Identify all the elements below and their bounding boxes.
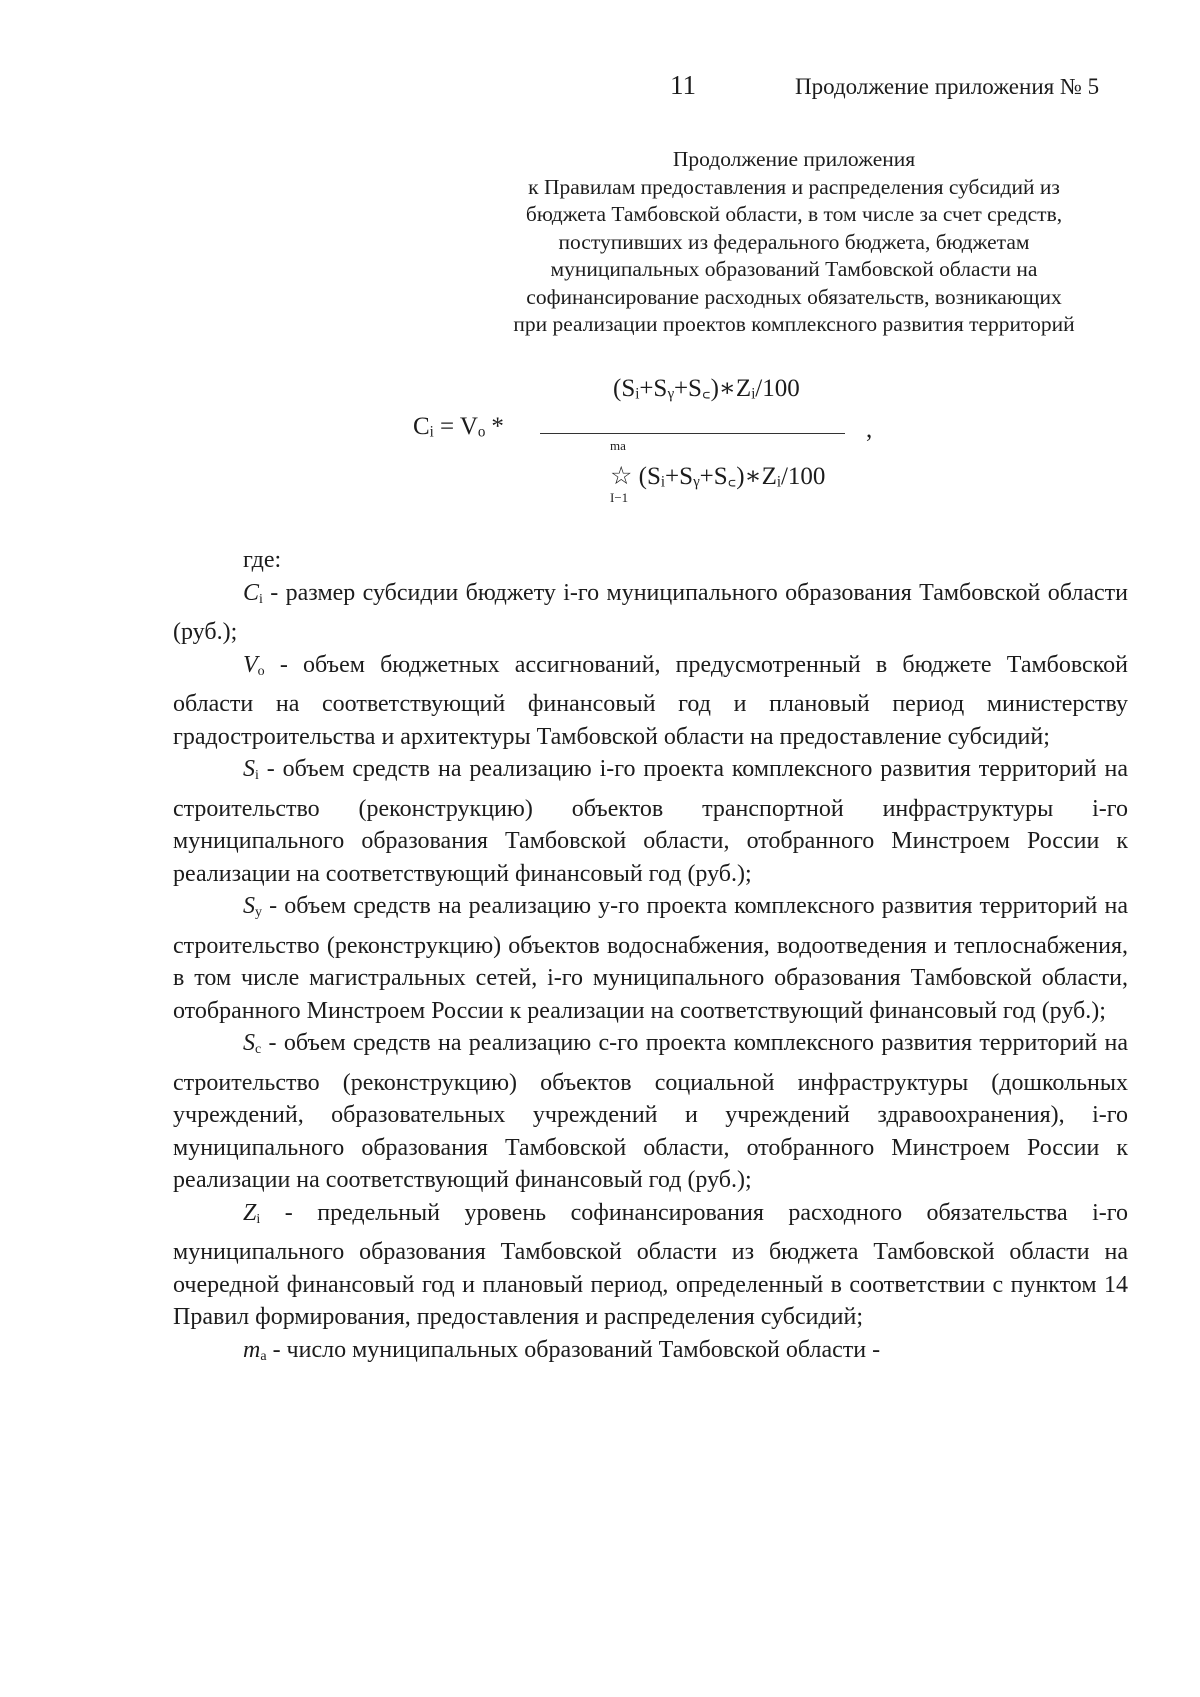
appendix-heading-line: бюджета Тамбовской области, в том числе за счет средств, xyxy=(525,202,1063,226)
appendix-heading-line: софинансирование расходных обязательств, возникающих xyxy=(526,284,1062,309)
definition-item xyxy=(173,1197,1128,1334)
symbol-subscript: i xyxy=(255,768,259,783)
symbol: S xyxy=(243,756,255,782)
symbol-subscript: i xyxy=(256,1211,261,1227)
appendix-heading-line: к Правилам предоставления и распределения субсидий из xyxy=(528,174,1060,199)
symbol: S xyxy=(243,893,255,919)
definition-item xyxy=(173,890,1128,1027)
definition-text: - объем бюджетных ассигнований, предусмотренный в бюджете Тамбовской области на соответствующий финансовый год и плановый период министерству градостроительства и архитектуры Тамбовской области на предоставление субсидий; xyxy=(173,651,1128,750)
definition-item xyxy=(173,649,1128,754)
symbol-subscript: i xyxy=(259,591,263,607)
symbol: S xyxy=(243,1030,255,1056)
sum-upper-limit: ma xyxy=(610,438,626,453)
definition-text: - объем средств на реализацию с-го проекта комплексного развития территорий на строительство (реконструкцию) объектов социальной инфраструктуры (дошкольных учреждений, образовательных учреждений и учреждений здравоохранения), i-го муниципального образования Тамбовской области, отобранного Минстроем России к реализации на соответствующий финансовый год (руб.); xyxy=(173,1030,1128,1193)
continuation-header: Продолжение приложения № 5 xyxy=(795,74,1100,99)
appendix-heading-line: муниципальных образований Тамбовской области на xyxy=(550,257,1038,281)
symbol-subscript: a xyxy=(260,1348,267,1364)
formula-lhs: Cᵢ = Vₒ * xyxy=(413,413,504,440)
symbol-subscript: o xyxy=(257,663,265,679)
formula-comma: , xyxy=(866,416,873,443)
page-number: 11 xyxy=(670,70,696,100)
appendix-heading-line: при реализации проектов комплексного развития территорий xyxy=(513,312,1075,336)
definition-item xyxy=(173,1334,1128,1374)
definition-text: - объем средств на реализацию у-го проекта комплексного развития территорий на строительство (реконструкцию) объектов водоснабжения, водоотведения и теплоснабжения, в том числе магистральных сетей, i-го муниципального образования Тамбовской области, отобранного Минстроем России к реализации на соответствующий финансовый год (руб.); xyxy=(173,893,1128,1024)
appendix-heading xyxy=(460,146,1128,339)
definition-text: - размер субсидии бюджету i-го муниципального образования Тамбовской области (руб.); xyxy=(173,579,1128,645)
definition-item xyxy=(173,577,1128,649)
appendix-heading-line: Продолжение приложения xyxy=(672,147,916,171)
where-label: где: xyxy=(243,547,282,573)
fraction-bar xyxy=(540,433,845,434)
definitions xyxy=(173,544,1128,1373)
symbol: Z xyxy=(243,1199,257,1226)
symbol-subscript: c xyxy=(255,1042,262,1057)
symbol: m xyxy=(243,1336,261,1363)
definition-item xyxy=(173,753,1128,890)
symbol-subscript: y xyxy=(255,905,262,920)
definition-item xyxy=(173,1027,1128,1197)
definition-text: - предельный уровень софинансирования расходного обязательства i-го муниципального образования Тамбовской области из бюджета Тамбовской области на очередной финансовый год и плановый период, определенный в соответствии с пунктом 14 Правил формирования, предоставления и распределения субсидий; xyxy=(173,1199,1128,1330)
definition-text: - число муниципальных образований Тамбовской области - xyxy=(266,1336,881,1363)
appendix-heading-line: поступивших из федерального бюджета, бюджетам xyxy=(558,229,1030,254)
definition-text: - объем средств на реализацию i-го проекта комплексного развития территорий на строительство (реконструкцию) объектов транспортной инфраструктуры i-го муниципального образования Тамбовской области, отобранного Минстроем России к реализации на соответствующий финансовый год (руб.); xyxy=(173,756,1128,887)
symbol: C xyxy=(243,579,260,606)
formula-numerator: (Sᵢ+Sᵧ+S꜀)∗Zᵢ/100 xyxy=(613,375,800,402)
formula-denominator: ☆ (Sᵢ+Sᵧ+S꜀)∗Zᵢ/100 xyxy=(610,463,826,490)
symbol: V xyxy=(243,651,258,678)
sum-lower-limit: I−1 xyxy=(610,490,629,505)
